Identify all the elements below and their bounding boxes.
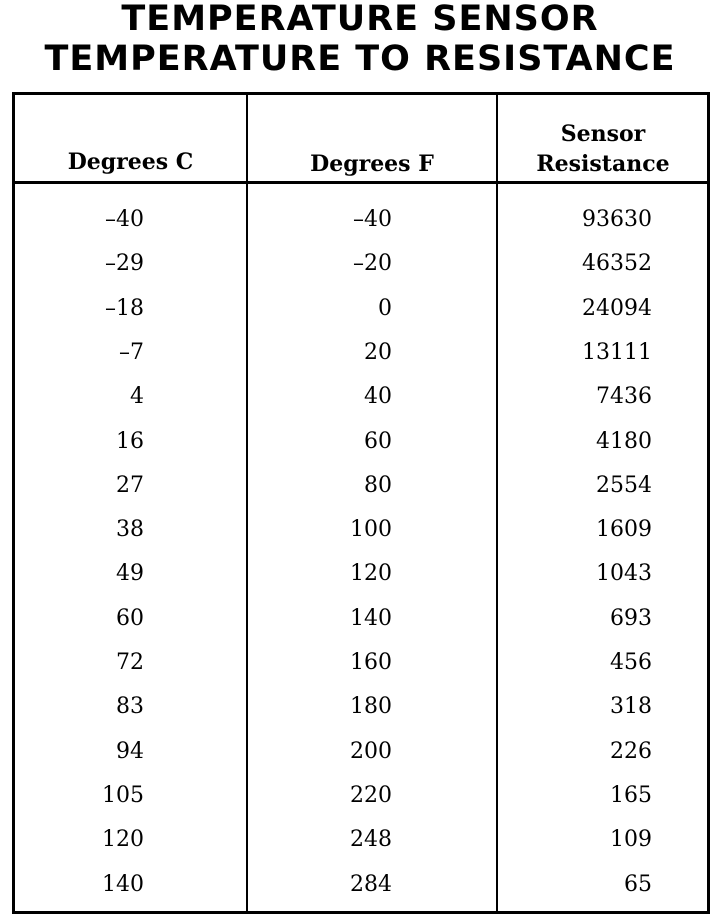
table-cell-degrees-f: 120 (350, 561, 392, 586)
table-cell-degrees-c: –7 (119, 340, 144, 365)
title-line-1: TEMPERATURE SENSOR (121, 0, 599, 39)
table-cell-degrees-f: 180 (350, 694, 392, 719)
header-sensor-resistance: Sensor Resistance (536, 121, 670, 177)
table-cell-resistance: 24094 (582, 296, 652, 321)
table-cell-degrees-f: 284 (350, 872, 392, 897)
table-cell-degrees-c: 60 (116, 606, 144, 631)
table-cell-resistance: 693 (610, 606, 652, 631)
table-cell-degrees-c: 120 (102, 827, 144, 852)
table-cell-degrees-f: 248 (350, 827, 392, 852)
resistance-table (12, 92, 710, 914)
table-cell-resistance: 1043 (596, 561, 652, 586)
table-cell-resistance: 226 (610, 739, 652, 764)
table-cell-degrees-c: 83 (116, 694, 144, 719)
table-cell-resistance: 46352 (582, 251, 652, 276)
table-cell-degrees-c: 49 (116, 561, 144, 586)
table-cell-resistance: 109 (610, 827, 652, 852)
table-cell-degrees-f: 0 (378, 296, 392, 321)
title-line-2: TEMPERATURE TO RESISTANCE (44, 39, 676, 79)
table-cell-resistance: 7436 (596, 384, 652, 409)
header-degrees-f: Degrees F (310, 151, 434, 177)
table-cell-degrees-c: 105 (102, 783, 144, 808)
table-cell-degrees-f: 160 (350, 650, 392, 675)
table-cell-degrees-c: –40 (105, 207, 144, 232)
table-cell-degrees-f: 20 (364, 340, 392, 365)
table-cell-degrees-c: 94 (116, 739, 144, 764)
table-cell-degrees-c: –29 (105, 251, 144, 276)
table-cell-degrees-c: –18 (105, 296, 144, 321)
table-cell-degrees-f: 220 (350, 783, 392, 808)
header-divider (15, 181, 707, 184)
table-cell-resistance: 165 (610, 783, 652, 808)
table-cell-degrees-c: 38 (116, 517, 144, 542)
table-cell-degrees-f: 40 (364, 384, 392, 409)
table-cell-resistance: 93630 (582, 207, 652, 232)
table-cell-degrees-f: –40 (353, 207, 392, 232)
table-cell-degrees-f: 80 (364, 473, 392, 498)
column-divider-1 (246, 95, 248, 911)
table-cell-degrees-f: –20 (353, 251, 392, 276)
table-cell-resistance: 13111 (582, 340, 652, 365)
table-cell-degrees-f: 100 (350, 517, 392, 542)
table-cell-degrees-c: 27 (116, 473, 144, 498)
table-cell-degrees-c: 140 (102, 872, 144, 897)
table-cell-resistance: 65 (624, 872, 652, 897)
table-cell-degrees-c: 4 (130, 384, 144, 409)
header-degrees-c: Degrees C (67, 149, 194, 175)
table-cell-degrees-f: 200 (350, 739, 392, 764)
table-cell-resistance: 456 (610, 650, 652, 675)
table-cell-degrees-f: 60 (364, 429, 392, 454)
table-cell-resistance: 2554 (596, 473, 652, 498)
table-cell-resistance: 1609 (596, 517, 652, 542)
column-divider-2 (496, 95, 498, 911)
table-cell-degrees-c: 16 (116, 429, 144, 454)
table-cell-resistance: 318 (610, 694, 652, 719)
table-cell-resistance: 4180 (596, 429, 652, 454)
table-cell-degrees-f: 140 (350, 606, 392, 631)
table-cell-degrees-c: 72 (116, 650, 144, 675)
